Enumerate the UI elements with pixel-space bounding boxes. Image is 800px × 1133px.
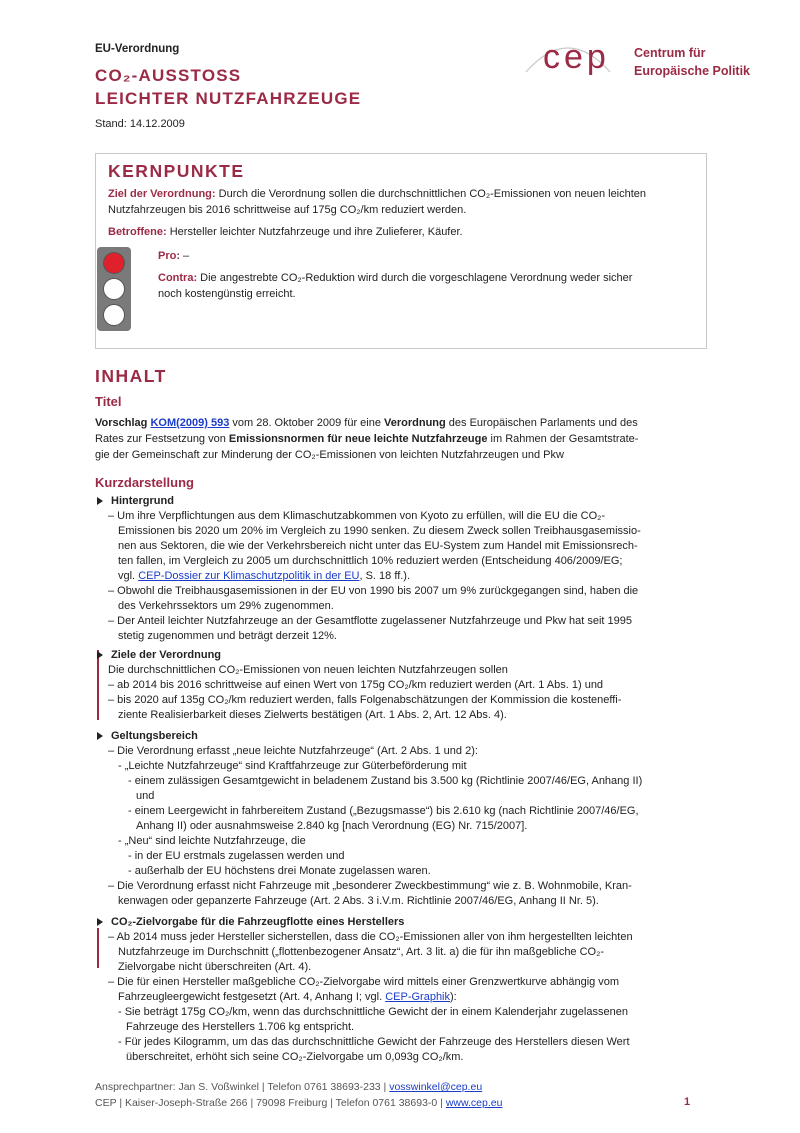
titel-verordnung: Verordnung: [384, 417, 446, 429]
ziel-text-2: Nutzfahrzeugen bis 2016 schrittweise auf 175g CO₂/km reduziert werden.: [108, 204, 467, 216]
traffic-light: [97, 247, 131, 331]
bullet-triangle-icon: [97, 918, 103, 926]
hintergrund-text: , S. 18 ff.).: [359, 570, 411, 582]
geltung-line: - „Neu“ sind leichte Nutzfahrzeuge, die: [118, 835, 306, 847]
traffic-light-middle-lamp: [103, 278, 125, 300]
zielvorgabe-line: überschreitet, erhöht sich seine CO₂-Zielvorgabe um 0,093g CO₂/km.: [126, 1051, 464, 1063]
titel-text-1d: des Europäischen Parlaments und des: [445, 417, 638, 429]
hintergrund-title: Hintergrund: [111, 495, 174, 507]
geltung-line: – Die Verordnung erfasst „neue leichte Nutzfahrzeuge“ (Art. 2 Abs. 1 und 2):: [108, 745, 478, 757]
document-title-line1: CO₂-AUSSTOSS: [95, 66, 242, 85]
ziele-line: Die durchschnittlichen CO₂-Emissionen von neuen leichten Nutzfahrzeugen sollen: [108, 664, 508, 676]
zielvorgabe-line: [118, 990, 457, 1005]
footer-contact: [95, 1081, 482, 1093]
geltung-line: und: [136, 790, 155, 802]
geltung-line: - in der EU erstmals zugelassen werden und: [128, 850, 345, 862]
footer-contact-text: Ansprechpartner: Jan S. Voßwinkel | Telefon 0761 38693-233 |: [95, 1081, 390, 1093]
page-number: 1: [684, 1096, 691, 1108]
bullet-triangle-icon: [97, 497, 103, 505]
contra-line: [158, 271, 632, 286]
kernpunkte-heading: KERNPUNKTE: [108, 161, 245, 181]
zielvorgabe-line: Fahrzeuge des Herstellers 1.706 kg entspricht.: [126, 1021, 355, 1033]
hintergrund-line: ten fallen, im Vergleich zu 2005 um durchschnittlich 10% reduziert werden (Entscheidung 406/2009/EG;: [118, 555, 623, 567]
kom-link[interactable]: KOM(2009) 593: [150, 417, 230, 429]
titel-text-2a: Rates zur Festsetzung von: [95, 433, 229, 445]
titel-text-1b: vom 28. Oktober 2009 für eine: [229, 417, 385, 429]
contra-text-2: noch kostengünstig erreicht.: [158, 288, 296, 300]
ziel-line-1: [108, 187, 646, 202]
titel-vorschlag: Vorschlag: [95, 417, 151, 429]
change-marker-bar: [97, 928, 99, 968]
pro-text: –: [180, 250, 190, 262]
footer-address: [95, 1097, 502, 1109]
cep-logo-text: [634, 44, 750, 80]
ziel-text-1: Durch die Verordnung sollen die durchschnittlichen CO₂-Emissionen von neuen leichten: [215, 188, 647, 200]
pro-label: Pro:: [158, 250, 180, 262]
ziel-label: Ziel der Verordnung:: [108, 188, 216, 200]
hintergrund-line: [118, 569, 410, 584]
hintergrund-line: – Obwohl die Treibhausgasemissionen in der EU von 1990 bis 2007 um 9% zurückgegangen sind, haben die: [108, 585, 639, 597]
contra-text-1: Die angestrebte CO₂-Reduktion wird durch die vorgeschlagene Verordnung weder sicher: [197, 272, 633, 284]
document-kicker: EU-Verordnung: [95, 43, 180, 55]
geltung-title: Geltungsbereich: [111, 730, 198, 742]
ziele-line: – ab 2014 bis 2016 schrittweise auf einen Wert von 175g CO₂/km reduziert werden (Art. 1 Abs. 1) und: [108, 679, 604, 691]
bullet-triangle-icon: [97, 651, 103, 659]
geltung-line: Anhang II) oder ausnahmsweise 2.840 kg [nach Verordnung (EG) Nr. 715/2007].: [136, 820, 528, 832]
geltung-line: - einem Leergewicht in fahrbereitem Zustand („Bezugsmasse“) bis 2.610 kg (nach Richtlinie 2007/46/EG,: [128, 805, 639, 817]
geltung-line: kenwagen oder gepanzerte Fahrzeuge (Art. 2 Abs. 3 i.V.m. Richtlinie 2007/46/EG, Anhang II Nr. 5).: [118, 895, 599, 907]
zielvorgabe-heading: [97, 915, 404, 930]
geltung-line: – Die Verordnung erfasst nicht Fahrzeuge mit „besonderer Zweckbestimmung“ wie z. B. Wohnmobile, Kran-: [108, 880, 632, 892]
document-date: Stand: 14.12.2009: [95, 118, 185, 130]
titel-heading: Titel: [95, 394, 122, 409]
zielvorgabe-line: Nutzfahrzeuge im Durchschnitt („flottenbezogener Ansatz“, Art. 3 lit. a) die für ihn maßgebliche CO₂-: [118, 946, 605, 958]
traffic-light-red-lamp: [103, 252, 125, 274]
cep-graphik-link[interactable]: CEP-Graphik: [385, 991, 450, 1003]
zielvorgabe-line: - Sie beträgt 175g CO₂/km, wenn das durchschnittliche Gewicht der in einem Kalenderjahr zugelassenen: [118, 1006, 628, 1018]
geltung-heading: [97, 729, 198, 744]
ziele-line: ziente Realisierbarkeit dieses Zielwerts bestätigen (Art. 1 Abs. 2, Art. 12 Abs. 4).: [118, 709, 507, 721]
traffic-light-bottom-lamp: [103, 304, 125, 326]
zielvorgabe-line: – Die für einen Hersteller maßgebliche CO₂-Zielvorgabe wird mittels einer Grenzwertkurve abhängig vom: [108, 976, 620, 988]
hintergrund-line: des Verkehrssektors um 29% zugenommen.: [118, 600, 334, 612]
titel-line-1: [95, 416, 638, 431]
contact-email-link[interactable]: vosswinkel@cep.eu: [389, 1081, 483, 1093]
betroffene-text: Hersteller leichter Nutzfahrzeuge und ihre Zulieferer, Käufer.: [166, 226, 463, 238]
hintergrund-line: stetig zugenommen und beträgt derzeit 12%.: [118, 630, 337, 642]
titel-line-2: [95, 432, 638, 447]
pro-line: [158, 249, 189, 264]
cep-logo-mark: cep: [543, 38, 610, 76]
ziele-line: – bis 2020 auf 135g CO₂/km reduziert werden, falls Folgenabschätzungen der Kommission die kosteneffi-: [108, 694, 622, 706]
zielvorgabe-title: CO₂-Zielvorgabe für die Fahrzeugflotte eines Herstellers: [111, 916, 405, 928]
inhalt-heading: INHALT: [95, 366, 167, 386]
hintergrund-text: vgl.: [118, 570, 139, 582]
zielvorgabe-text: Fahrzeugleergewicht festgesetzt (Art. 4, Anhang I; vgl.: [118, 991, 386, 1003]
klimaschutz-dossier-link[interactable]: CEP-Dossier zur Klimaschutzpolitik in der EU: [138, 570, 360, 582]
geltung-line: - außerhalb der EU höchstens drei Monate zugelassen waren.: [128, 865, 431, 877]
logo-line-2: Europäische Politik: [634, 64, 751, 78]
titel-line-3: gie der Gemeinschaft zur Minderung der CO₂-Emissionen von leichten Nutzfahrzeugen und Pkw: [95, 449, 564, 461]
document-title-line2: LEICHTER NUTZFAHRZEUGE: [95, 89, 362, 108]
contra-label: Contra:: [158, 272, 198, 284]
hintergrund-line: – Der Anteil leichter Nutzfahrzeuge an der Gesamtflotte zugelassener Nutzfahrzeuge und Pkw hat seit 1995: [108, 615, 633, 627]
betroffene-line: [108, 225, 463, 240]
geltung-line: - einem zulässigen Gesamtgewicht in beladenem Zustand bis 3.500 kg (Richtlinie 2007/46/EG, Anhang II): [128, 775, 643, 787]
kurzdarstellung-heading: Kurzdarstellung: [95, 475, 194, 490]
zielvorgabe-line: - Für jedes Kilogramm, um das das durchschnittliche Gewicht der Fahrzeuge des Herstellers diesen Wert: [118, 1036, 630, 1048]
hintergrund-heading: [97, 494, 174, 509]
hintergrund-line: – Um ihre Verpflichtungen aus dem Klimaschutzabkommen von Kyoto zu erfüllen, will die EU die CO₂-: [108, 510, 606, 522]
website-link[interactable]: www.cep.eu: [445, 1097, 503, 1109]
titel-emissionsnormen: Emissionsnormen für neue leichte Nutzfahrzeuge: [228, 433, 488, 445]
zielvorgabe-text: ):: [450, 991, 457, 1003]
geltung-line: - „Leichte Nutzfahrzeuge“ sind Kraftfahrzeuge zur Güterbeförderung mit: [118, 760, 467, 772]
hintergrund-line: Emissionen bis 2020 um 20% im Vergleich zu 1990 senken. Zu diesem Zweck sollen Treibhausgasemissio-: [118, 525, 641, 537]
footer-address-text: CEP | Kaiser-Joseph-Straße 266 | 79098 Freiburg | Telefon 0761 38693-0 |: [95, 1097, 446, 1109]
logo-line-1: Centrum für: [634, 46, 706, 60]
titel-text-2c: im Rahmen der Gesamtstrate-: [487, 433, 639, 445]
hintergrund-line: nen aus Sektoren, die wie der Verkehrsbereich nicht unter das EU-System zum Handel mit Emissionsrech-: [118, 540, 638, 552]
ziele-heading: [97, 648, 221, 663]
bullet-triangle-icon: [97, 732, 103, 740]
zielvorgabe-line: – Ab 2014 muss jeder Hersteller sicherstellen, dass die CO₂-Emissionen aller von ihm hergestellten leichten: [108, 931, 633, 943]
betroffene-label: Betroffene:: [108, 226, 167, 238]
zielvorgabe-line: Zielvorgabe nicht überschreiten (Art. 4).: [118, 961, 312, 973]
ziele-title: Ziele der Verordnung: [111, 649, 222, 661]
